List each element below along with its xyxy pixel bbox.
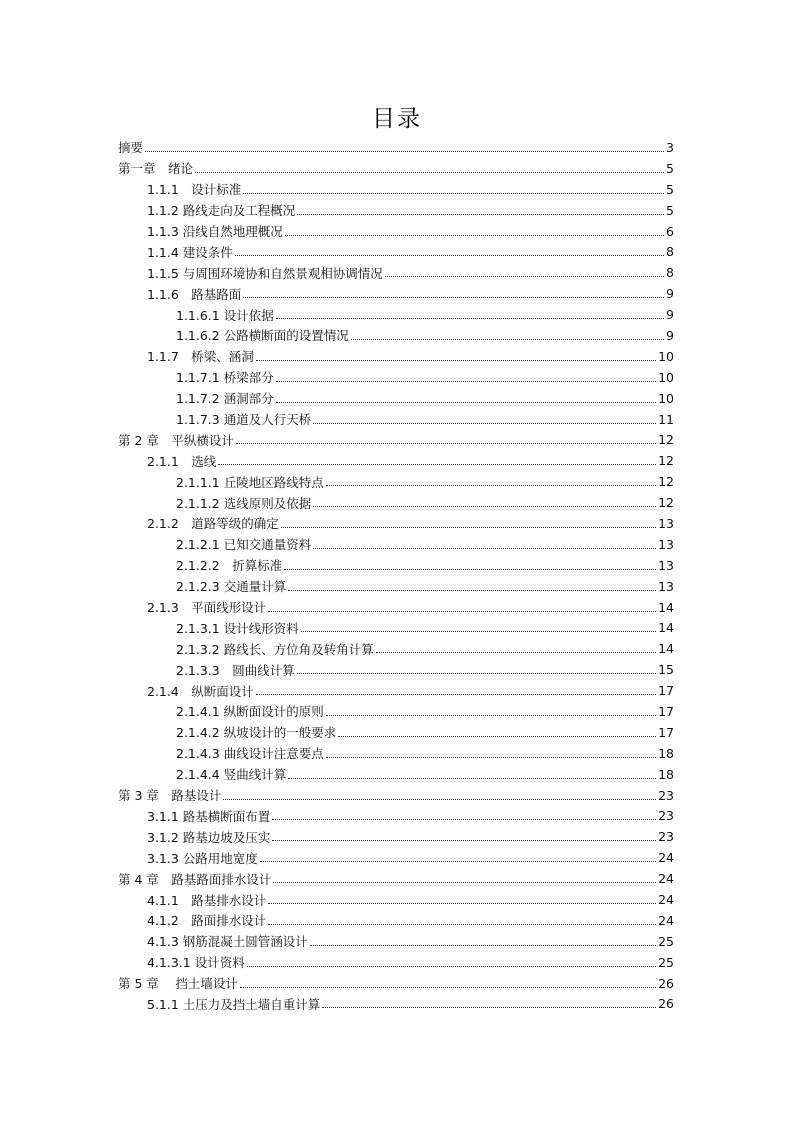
toc-entry[interactable] xyxy=(118,764,674,785)
toc-entry-label: 1.1.2 路线走向及工程概况 xyxy=(147,203,296,219)
toc-entry-page: 14 xyxy=(658,641,674,657)
toc-entry-label: 2.1.1.1 丘陵地区路线特点 xyxy=(176,474,324,490)
toc-dot-leader xyxy=(288,590,656,591)
toc-entry-page: 24 xyxy=(658,850,674,866)
toc-entry[interactable] xyxy=(118,722,674,743)
toc-entry[interactable] xyxy=(118,325,674,346)
toc-entry-page: 9 xyxy=(666,286,674,302)
toc-entry-label: 5.1.1 土压力及挡土墙自重计算 xyxy=(147,996,321,1012)
toc-entry-label: 1.1.5 与周围环境协和自然景观相协调情况 xyxy=(147,265,383,281)
toc-entry-page: 10 xyxy=(658,348,674,364)
toc-entry-page: 8 xyxy=(666,265,674,281)
toc-entry-label: 2.1.1 选线 xyxy=(147,453,217,469)
toc-entry[interactable] xyxy=(118,931,674,952)
toc-entry-label: 1.1.7.3 通道及人行天桥 xyxy=(176,412,312,428)
toc-entry[interactable] xyxy=(118,283,674,304)
toc-entry[interactable] xyxy=(118,221,674,242)
toc-entry[interactable] xyxy=(118,158,674,179)
toc-entry-label: 3.1.2 路基边坡及压实 xyxy=(147,829,271,845)
toc-entry[interactable] xyxy=(118,262,674,283)
toc-entry-label: 摘要 xyxy=(118,140,144,156)
toc-dot-leader xyxy=(243,193,664,194)
toc-dot-leader xyxy=(281,527,656,528)
toc-entry-page: 3 xyxy=(666,139,674,155)
toc-entry[interactable] xyxy=(118,743,674,764)
toc-dot-leader xyxy=(326,485,656,486)
toc-dot-leader xyxy=(256,694,656,695)
toc-entry-label: 1.1.6.2 公路横断面的设置情况 xyxy=(176,328,349,344)
table-of-contents xyxy=(118,137,674,1014)
toc-entry[interactable] xyxy=(118,785,674,806)
toc-entry-label: 2.1.4.3 曲线设计注意要点 xyxy=(176,746,324,762)
toc-entry[interactable] xyxy=(118,304,674,325)
toc-dot-leader xyxy=(297,214,664,215)
toc-entry[interactable] xyxy=(118,868,674,889)
toc-dot-leader xyxy=(297,673,656,674)
toc-entry-page: 23 xyxy=(658,787,674,803)
toc-entry-page: 26 xyxy=(658,996,674,1012)
toc-dot-leader xyxy=(326,757,656,758)
toc-entry[interactable] xyxy=(118,847,674,868)
toc-dot-leader xyxy=(243,297,664,298)
toc-entry-page: 18 xyxy=(658,766,674,782)
toc-entry[interactable] xyxy=(118,994,674,1015)
toc-entry-label: 4.1.3 钢筋混凝土圆管涵设计 xyxy=(147,934,308,950)
toc-entry-page: 13 xyxy=(658,536,674,552)
toc-dot-leader xyxy=(273,882,656,883)
toc-dot-leader xyxy=(276,381,656,382)
toc-entry-page: 12 xyxy=(658,432,674,448)
toc-title: 目录 xyxy=(372,106,422,132)
toc-entry[interactable] xyxy=(118,492,674,513)
toc-entry-page: 8 xyxy=(666,244,674,260)
toc-entry[interactable] xyxy=(118,680,674,701)
toc-dot-leader xyxy=(385,276,664,277)
toc-entry[interactable] xyxy=(118,367,674,388)
toc-dot-leader xyxy=(218,464,656,465)
toc-dot-leader xyxy=(313,548,656,549)
toc-entry[interactable] xyxy=(118,806,674,827)
toc-dot-leader xyxy=(272,819,656,820)
toc-entry[interactable] xyxy=(118,450,674,471)
toc-entry[interactable] xyxy=(118,701,674,722)
toc-entry-page: 13 xyxy=(658,557,674,573)
toc-dot-leader xyxy=(268,903,656,904)
toc-dot-leader xyxy=(285,235,664,236)
toc-dot-leader xyxy=(276,318,664,319)
toc-entry-label: 3.1.1 路基横断面布置 xyxy=(147,808,271,824)
toc-entry-page: 9 xyxy=(666,327,674,343)
toc-entry-label: 1.1.7 桥梁、涵洞 xyxy=(147,349,254,365)
toc-entry-label: 4.1.3.1 设计资料 xyxy=(147,955,245,971)
toc-entry-label: 1.1.1 设计标准 xyxy=(147,182,242,198)
toc-dot-leader xyxy=(310,945,656,946)
toc-dot-leader xyxy=(301,631,656,632)
toc-entry[interactable] xyxy=(118,889,674,910)
toc-dot-leader xyxy=(195,172,664,173)
toc-entry-page: 24 xyxy=(658,892,674,907)
toc-entry[interactable] xyxy=(118,826,674,847)
toc-entry[interactable] xyxy=(118,513,674,534)
toc-entry-label: 1.1.7.1 桥梁部分 xyxy=(176,370,274,386)
toc-entry[interactable] xyxy=(118,597,674,618)
toc-entry-label: 4.1.1 路基排水设计 xyxy=(147,892,267,908)
toc-entry[interactable] xyxy=(118,910,674,931)
toc-dot-leader xyxy=(272,840,656,841)
toc-entry-page: 10 xyxy=(658,369,674,385)
toc-entry-page: 17 xyxy=(658,703,674,719)
toc-entry-page: 10 xyxy=(658,390,674,406)
toc-entry[interactable] xyxy=(118,617,674,638)
toc-entry-page: 5 xyxy=(666,160,674,176)
toc-entry-label: 1.1.6.1 设计依据 xyxy=(176,307,274,323)
toc-entry-label: 2.1.3 平面线形设计 xyxy=(147,600,267,616)
toc-dot-leader xyxy=(326,715,656,716)
toc-entry-label: 第一章 绪论 xyxy=(118,161,194,177)
toc-dot-leader xyxy=(260,861,656,862)
toc-entry-label: 第 2 章 平纵横设计 xyxy=(118,432,234,448)
toc-entry-page: 15 xyxy=(658,662,674,678)
toc-entry-page: 12 xyxy=(658,453,674,469)
toc-entry-page: 17 xyxy=(658,683,674,699)
toc-entry[interactable] xyxy=(118,137,674,158)
toc-entry[interactable] xyxy=(118,200,674,221)
toc-entry-page: 24 xyxy=(658,871,674,887)
toc-entry-label: 2.1.2.2 折算标准 xyxy=(176,558,283,574)
toc-dot-leader xyxy=(268,611,656,612)
toc-entry-page: 14 xyxy=(658,599,674,615)
toc-dot-leader xyxy=(288,778,656,779)
toc-dot-leader xyxy=(322,1007,656,1008)
toc-dot-leader xyxy=(236,443,656,444)
toc-entry-label: 2.1.4 纵断面设计 xyxy=(147,683,254,699)
toc-entry-label: 4.1.2 路面排水设计 xyxy=(147,913,267,929)
toc-entry[interactable] xyxy=(118,555,674,576)
toc-entry-page: 5 xyxy=(666,181,674,197)
toc-entry[interactable] xyxy=(118,534,674,555)
toc-entry-page: 13 xyxy=(658,515,674,531)
toc-entry[interactable] xyxy=(118,179,674,200)
toc-entry-page: 13 xyxy=(658,578,674,594)
toc-entry-page: 9 xyxy=(666,307,674,323)
toc-dot-leader xyxy=(313,506,656,507)
toc-dot-leader xyxy=(235,255,664,256)
toc-entry-page: 24 xyxy=(658,912,674,928)
toc-entry-page: 25 xyxy=(658,954,674,970)
toc-dot-leader xyxy=(313,423,656,424)
toc-entry[interactable] xyxy=(118,638,674,659)
toc-dot-leader xyxy=(247,966,656,967)
toc-entry-label: 2.1.3.3 圆曲线计算 xyxy=(176,662,295,678)
toc-entry-label: 2.1.2 道路等级的确定 xyxy=(147,516,279,532)
toc-entry[interactable] xyxy=(118,346,674,367)
toc-dot-leader xyxy=(240,987,656,988)
toc-entry-page: 12 xyxy=(658,474,674,490)
toc-dot-leader xyxy=(376,652,656,653)
toc-entry-page: 14 xyxy=(658,620,674,636)
toc-entry-label: 1.1.7.2 涵洞部分 xyxy=(176,391,274,407)
toc-entry-label: 第 4 章 路基路面排水设计 xyxy=(118,871,272,887)
toc-entry[interactable] xyxy=(118,429,674,450)
toc-entry-page: 6 xyxy=(666,223,674,239)
toc-entry[interactable] xyxy=(118,659,674,680)
toc-entry-page: 18 xyxy=(658,745,674,761)
toc-dot-leader xyxy=(338,736,656,737)
toc-entry-label: 第 3 章 路基设计 xyxy=(118,788,222,804)
toc-entry-label: 2.1.4.2 纵坡设计的一般要求 xyxy=(176,725,337,741)
toc-entry-page: 11 xyxy=(658,411,674,427)
toc-dot-leader xyxy=(276,402,656,403)
toc-entry[interactable] xyxy=(118,973,674,994)
toc-entry-label: 2.1.3.2 路线长、方位角及转角计算 xyxy=(176,641,374,657)
toc-entry[interactable] xyxy=(118,576,674,597)
toc-entry-label: 2.1.4.1 纵断面设计的原则 xyxy=(176,704,324,720)
toc-dot-leader xyxy=(351,339,664,340)
toc-entry-page: 25 xyxy=(658,933,674,949)
toc-entry-page: 23 xyxy=(658,808,674,824)
toc-entry-page: 12 xyxy=(658,495,674,511)
toc-entry-label: 2.1.2.1 已知交通量资料 xyxy=(176,537,312,553)
toc-entry-label: 2.1.1.2 选线原则及依据 xyxy=(176,495,312,511)
toc-entry-label: 1.1.4 建设条件 xyxy=(147,244,233,260)
toc-dot-leader xyxy=(284,569,656,570)
toc-entry-label: 2.1.3.1 设计线形资料 xyxy=(176,620,299,636)
toc-entry[interactable] xyxy=(118,241,674,262)
toc-dot-leader xyxy=(268,924,656,925)
toc-entry-label: 1.1.6 路基路面 xyxy=(147,286,242,302)
toc-entry-label: 3.1.3 公路用地宽度 xyxy=(147,850,258,866)
toc-dot-leader xyxy=(145,151,664,152)
toc-entry-page: 17 xyxy=(658,724,674,740)
toc-entry-label: 第 5 章 挡土墙设计 xyxy=(118,976,238,992)
toc-dot-leader xyxy=(223,799,656,800)
toc-entry-page: 26 xyxy=(658,975,674,991)
toc-entry-label: 1.1.3 沿线自然地理概况 xyxy=(147,224,283,239)
toc-entry-label: 2.1.2.3 交通量计算 xyxy=(176,579,287,595)
toc-dot-leader xyxy=(256,360,656,361)
toc-entry-page: 23 xyxy=(658,829,674,845)
toc-entry[interactable] xyxy=(118,409,674,430)
toc-entry[interactable] xyxy=(118,388,674,409)
toc-entry[interactable] xyxy=(118,471,674,492)
toc-entry[interactable] xyxy=(118,952,674,973)
toc-entry-page: 5 xyxy=(666,202,674,218)
toc-entry-label: 2.1.4.4 竖曲线计算 xyxy=(176,767,287,783)
